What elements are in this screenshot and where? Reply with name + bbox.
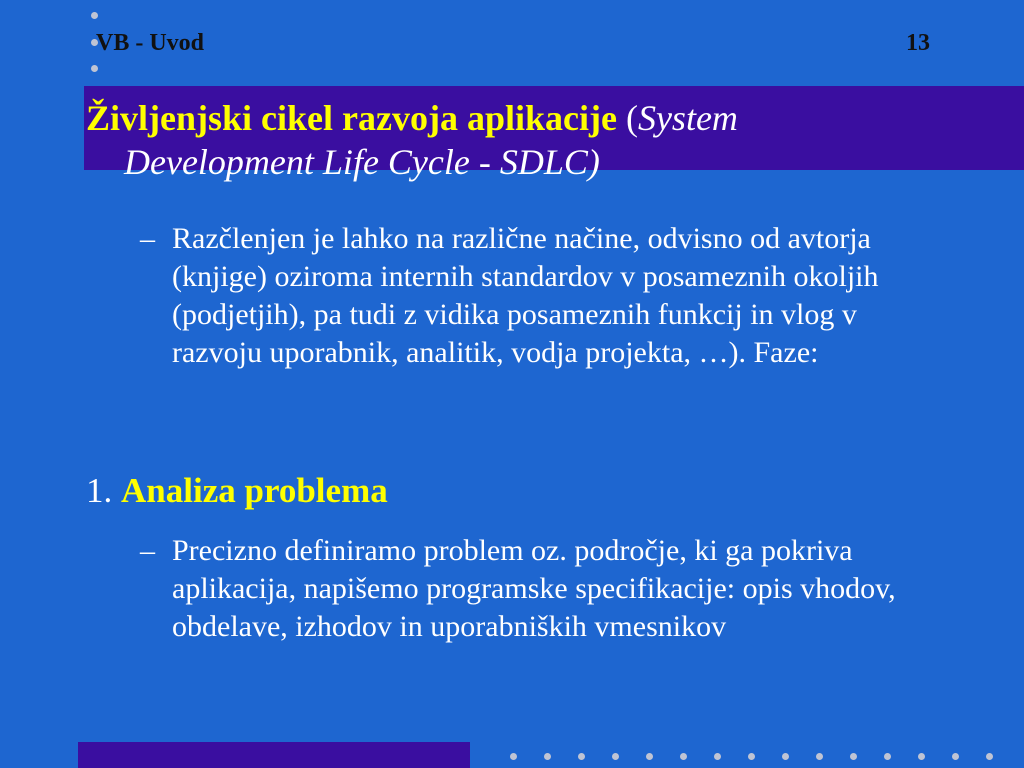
decor-dot	[646, 753, 653, 760]
bullet-text: Razčlenjen je lahko na različne načine, odvisno od avtorja (knjige) oziroma internih standardov v posameznih okoljih (podjetjih), pa tudi z vidika posameznih funkcij in vlog v razvoju uporabnik, analitik, vodja projekta, …). Faze:	[172, 222, 879, 369]
slide-page-number: 13	[906, 30, 930, 56]
title-italic-line1: System	[637, 98, 738, 138]
decor-dot	[918, 753, 925, 760]
slide-title	[86, 96, 986, 184]
step-label: Analiza problema	[121, 471, 388, 510]
decor-dot	[748, 753, 755, 760]
bullet-dash: –	[140, 222, 155, 255]
decor-dot	[952, 753, 959, 760]
decor-dot	[884, 753, 891, 760]
decor-dot	[680, 753, 687, 760]
title-bold-part: Življenjski cikel razvoja aplikacije	[86, 98, 617, 138]
bullet-dash: –	[140, 534, 155, 567]
decor-dot	[544, 753, 551, 760]
title-paren: (	[616, 98, 638, 138]
bullet-item	[140, 220, 950, 372]
decor-dot	[850, 753, 857, 760]
decor-dot	[782, 753, 789, 760]
bullet-item	[140, 532, 950, 646]
slide-header-title: VB - Uvod	[96, 30, 205, 56]
decor-dot	[986, 753, 993, 760]
decor-dot	[91, 65, 98, 72]
decor-dot	[612, 753, 619, 760]
title-italic-line2: Development Life Cycle - SDLC)	[124, 142, 600, 182]
decor-dot	[91, 12, 98, 19]
bottom-band	[78, 742, 470, 768]
decor-dot	[714, 753, 721, 760]
decor-dot	[510, 753, 517, 760]
step-number: 1.	[86, 471, 121, 510]
decor-dot	[578, 753, 585, 760]
step-heading	[86, 469, 388, 513]
decor-dot	[816, 753, 823, 760]
bullet-text: Precizno definiramo problem oz. področje, ki ga pokriva aplikacija, napišemo programske specifikacije: opis vhodov, obdelave, izhodov in uporabniških vmesnikov	[172, 534, 896, 643]
